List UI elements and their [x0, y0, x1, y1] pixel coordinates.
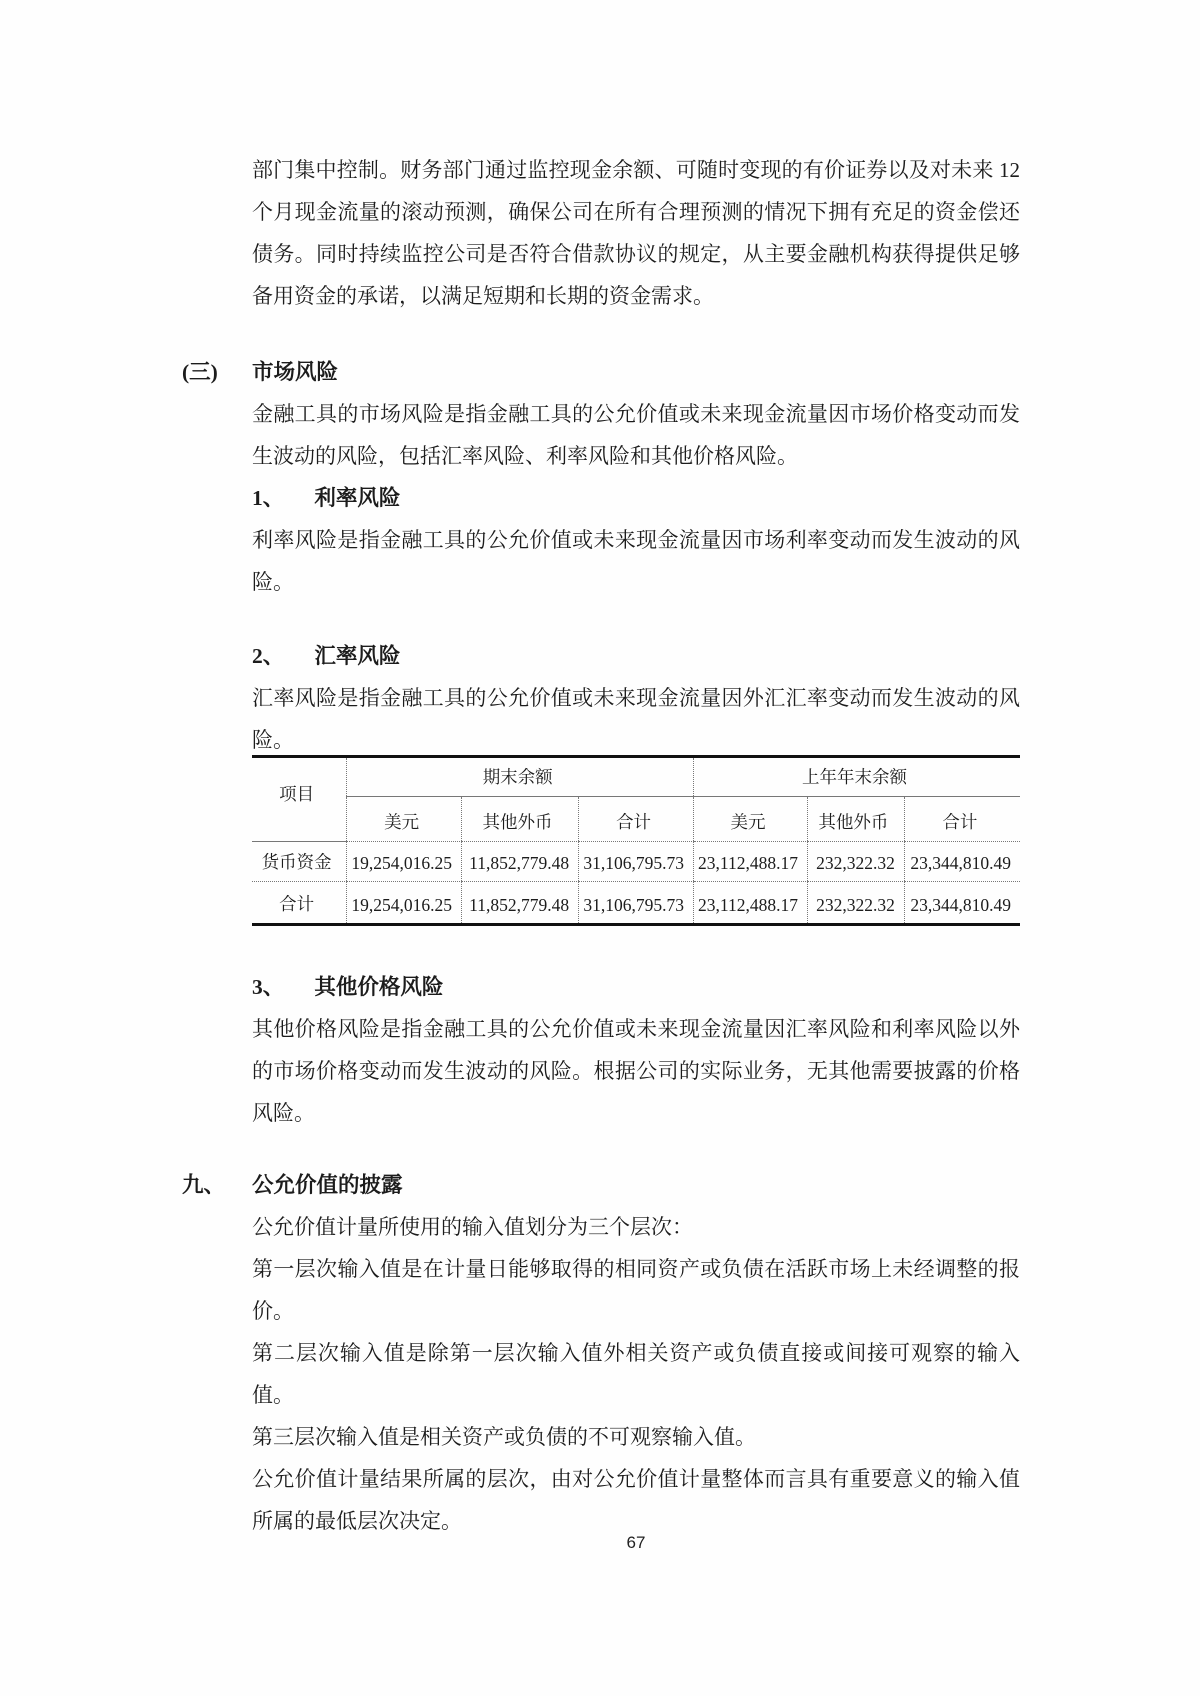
page-content: [182, 149, 1020, 1542]
table-header-total-current: 合计: [579, 797, 694, 842]
table-header-period-end: 期末余额: [347, 757, 694, 797]
table-header-item: 项目: [252, 757, 347, 842]
table-header-usd-prior: 美元: [694, 797, 808, 842]
section-title: 市场风险: [252, 360, 339, 384]
subheading-number: 1、: [252, 486, 285, 510]
subheading-other-price-risk: [252, 966, 1020, 1008]
exchange-rate-risk-paragraph: 汇率风险是指金融工具的公允价值或未来现金流量因外汇汇率变动而发生波动的风险。: [252, 686, 1020, 752]
section-heading-fair-value: [182, 1164, 1020, 1206]
cell-value: 232,322.32: [808, 842, 905, 882]
interest-rate-risk-paragraph: 利率风险是指金融工具的公允价值或未来现金流量因市场利率变动而发生波动的风险。: [252, 528, 1020, 594]
cell-value: 19,254,016.25: [347, 882, 462, 925]
subheading-title: 利率风险: [314, 486, 401, 510]
section-heading-market-risk: [182, 351, 1020, 393]
cell-value: 232,322.32: [808, 882, 905, 925]
other-price-risk-paragraph: 其他价格风险是指金融工具的公允价值或未来现金流量因汇率风险和利率风险以外的市场价格变动而发生波动的风险。根据公司的实际业务，无其他需要披露的价格风险。: [252, 1017, 1020, 1125]
table-header-prior-year-end: 上年年末余额: [694, 757, 1020, 797]
table-header-other-currency-current: 其他外币: [461, 797, 578, 842]
cell-value: 31,106,795.73: [579, 882, 694, 925]
table-header-other-currency-prior: 其他外币: [808, 797, 905, 842]
cell-value: 23,112,488.17: [694, 842, 808, 882]
fx-exposure-table: [252, 755, 1020, 926]
subheading-title: 汇率风险: [314, 644, 401, 668]
section-title: 公允价值的披露: [252, 1173, 403, 1197]
fair-value-paragraph-levels: 公允价值计量所使用的输入值划分为三个层次：: [252, 1215, 693, 1239]
fair-value-paragraph-level2: 第二层次输入值是除第一层次输入值外相关资产或负债直接或间接可观察的输入值。: [252, 1341, 1020, 1407]
cell-value: 23,112,488.17: [694, 882, 808, 925]
subheading-title: 其他价格风险: [314, 975, 444, 999]
section-number: 九、: [182, 1173, 226, 1197]
table-row-total: [252, 882, 1020, 925]
cell-value: 23,344,810.49: [904, 882, 1020, 925]
table-row-monetary-funds: [252, 842, 1020, 882]
subheading-exchange-rate-risk: [252, 635, 1020, 677]
subheading-number: 3、: [252, 975, 285, 999]
table-header-usd-current: 美元: [347, 797, 462, 842]
section-number: (三): [182, 360, 218, 384]
cell-value: 11,852,779.48: [461, 842, 578, 882]
fair-value-paragraph-result: 公允价值计量结果所属的层次，由对公允价值计量整体而言具有重要意义的输入值所属的最低层次决定。: [252, 1467, 1020, 1533]
market-risk-intro-paragraph: 金融工具的市场风险是指金融工具的公允价值或未来现金流量因市场价格变动而发生波动的风险，包括汇率风险、利率风险和其他价格风险。: [252, 402, 1020, 468]
row-label: 合计: [279, 894, 315, 914]
row-label: 货币资金: [252, 842, 347, 882]
cell-value: 19,254,016.25: [347, 842, 462, 882]
fair-value-paragraph-level3: 第三层次输入值是相关资产或负债的不可观察输入值。: [252, 1425, 756, 1449]
cell-value: 23,344,810.49: [904, 842, 1020, 882]
table-header-total-prior: 合计: [904, 797, 1020, 842]
subheading-interest-rate-risk: [252, 477, 1020, 519]
intro-paragraph: 部门集中控制。财务部门通过监控现金余额、可随时变现的有价证券以及对未来 12 个月现金流量的滚动预测，确保公司在所有合理预测的情况下拥有充足的资金偿还债务。同时持续监控公司是否符合借款协议的规定，从主要金融机构获得提供足够备用资金的承诺，以满足短期和长期的资金需求。: [252, 158, 1020, 308]
page-number: 67: [626, 1533, 646, 1552]
cell-value: 11,852,779.48: [461, 882, 578, 925]
fair-value-paragraph-level1: 第一层次输入值是在计量日能够取得的相同资产或负债在活跃市场上未经调整的报价。: [252, 1257, 1020, 1323]
cell-value: 31,106,795.73: [579, 842, 694, 882]
subheading-number: 2、: [252, 644, 285, 668]
